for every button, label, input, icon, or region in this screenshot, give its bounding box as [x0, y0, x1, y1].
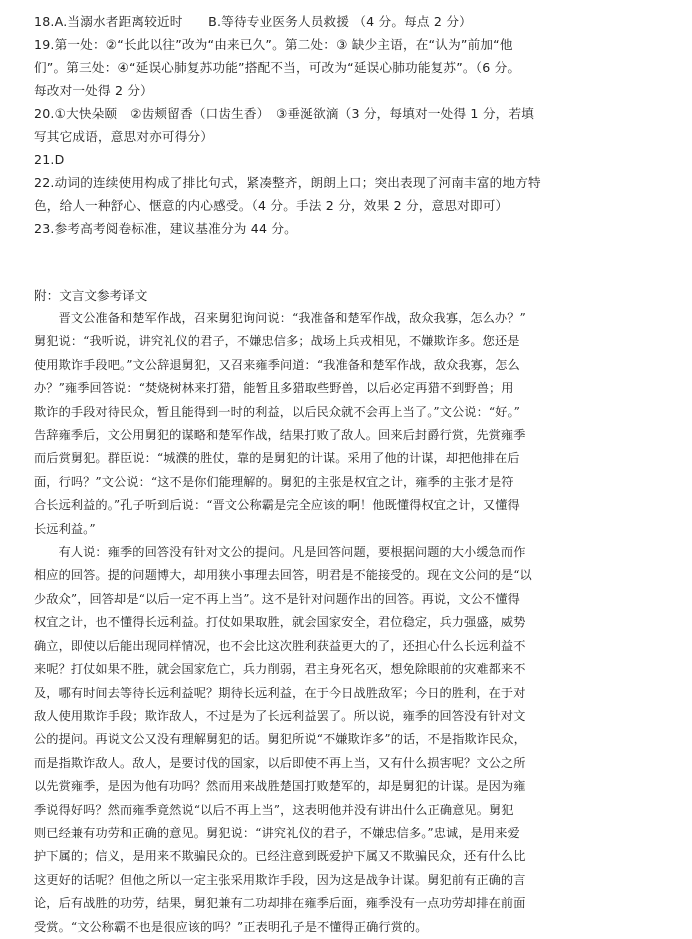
translation-line: 面，行吗？”文公说：“这不是你们能理解的。舅犯的主张是权宜之计，雍季的主张才是符: [34, 474, 514, 489]
translation-line: 权宜之计，也不懂得长远利益。打仗如果取胜，就会国家安全，君位稳定，兵力强盛，威势: [34, 615, 526, 630]
answer-line: 19.第一处：②“长此以往”改为“由来已久”。第二处：③ 缺少主语，在“认为”前加“他: [34, 37, 513, 52]
translation-line: 少敌众”，回答却是“以后一定不再上当”。这不是针对问题作出的回答。再说，文公不懂得: [34, 591, 520, 606]
answer-line: 们”。第三处：④“延误心肺复苏功能”搭配不当，可改为“延误心肺功能复苏”。（6 分。: [34, 60, 521, 75]
appendix-translation: [34, 284, 666, 939]
translation-line: 季说得好吗？然而雍季竟然说“以后不再上当”，这表明他并没有讲出什么正确意见。舅犯: [34, 802, 514, 817]
answer-line: 写其它成语，意思对亦可得分）: [34, 129, 214, 144]
translation-line: 有人说：雍季的回答没有针对文公的提问。凡是回答问题，要根据问题的大小缓急而作: [34, 545, 526, 560]
translation-line: 办？”雍季回答说：“焚烧树林来打猎，能暂且多猎取些野兽，以后必定再猎不到野兽；用: [34, 381, 514, 396]
answer-line: 每改对一处得 2 分）: [34, 83, 153, 98]
answer-line: 20.①大快朵颐 ②齿颊留香（口齿生香） ③垂涎欲滴（3 分，每填对一处得 1 分，若填: [34, 106, 535, 121]
appendix-title: 附：文言文参考译文: [34, 288, 148, 303]
translation-line: 论，后有战胜的功劳，结果，舅犯兼有二功却排在雍季后面，雍季没有一点功劳却排在前面: [34, 896, 526, 911]
answer-line: 色，给人一种舒心、惬意的内心感受。（4 分。手法 2 分，效果 2 分，意思对即可）: [34, 198, 509, 213]
translation-line: 公的提问。再说文公又没有理解舅犯的话。舅犯所说“不嫌欺诈多”的话，不是指欺诈民众，: [34, 732, 526, 747]
translation-line: 而后赏舅犯。群臣说：“城濮的胜仗，靠的是舅犯的计谋。采用了他的计谋，却把他排在后: [34, 451, 520, 466]
translation-line: 使用欺诈手段吧。”文公辞退舅犯，又召来雍季问道：“我准备和楚军作战，敌众我寡，怎么: [34, 357, 520, 372]
translation-line: 欺诈的手段对待民众，暂且能得到一时的利益，以后民众就不会再上当了。”文公说：“好。”: [34, 404, 521, 419]
translation-line: 敌人使用欺诈手段；欺诈敌人，不过是为了长远利益罢了。所以说，雍季的回答没有针对文: [34, 708, 526, 723]
answer-line: 22.动词的连续使用构成了排比句式，紧凑整齐，朗朗上口；突出表现了河南丰富的地方特: [34, 175, 541, 190]
translation-line: 晋文公准备和楚军作战，召来舅犯询问说：“我准备和楚军作战，敌众我寡，怎么办？”: [34, 311, 526, 325]
translation-line: 则已经兼有功劳和正确的意见。舅犯说：“讲究礼仪的君子，不嫌忠信多。”忠诚，是用来爱: [34, 825, 520, 840]
answer-key: [34, 10, 664, 240]
translation-line: 舅犯说：“我听说，讲究礼仪的君子，不嫌忠信多；战场上兵戎相见，不嫌欺诈多。您还是: [34, 334, 520, 349]
translation-line: 护下属的；信义，是用来不欺骗民众的。已经注意到既爱护下属又不欺骗民众，还有什么比: [34, 849, 526, 864]
translation-line: 来呢？打仗如果不胜，就会国家危亡，兵力削弱，君主身死名灭，想免除眼前的灾难都来不: [34, 662, 526, 677]
translation-line: 受赏。“文公称霸不也是很应该的吗？”正表明孔子是不懂得正确行赏的。: [34, 919, 428, 934]
translation-line: 告辞雍季后，文公用舅犯的谋略和楚军作战，结果打败了敌人。回来后封爵行赏，先赏雍季: [34, 428, 526, 443]
translation-line: 而是指欺诈敌人。敌人，是要讨伐的国家，以后即使不再上当，又有什么损害呢？文公之所: [34, 755, 526, 770]
translation-paragraph-2: [34, 541, 666, 939]
translation-line: 确立，即使以后能出现同样情况，也不会比这次胜利获益更大的了，还担心什么长远利益不: [34, 638, 526, 653]
answer-line: 21.D: [34, 152, 65, 167]
answer-line: 18.A.当溺水者距离较近时 B.等待专业医务人员救援 （4 分。每点 2 分）: [34, 14, 472, 29]
translation-line: 合长远利益的。”孔子听到后说：“晋文公称霸是完全应该的啊！他既懂得权宜之计，又懂得: [34, 498, 520, 513]
translation-line: 相应的回答。提的问题博大，却用狭小事理去回答，明君是不能接受的。现在文公问的是“以: [34, 568, 532, 583]
answer-line: 23.参考高考阅卷标准，建议基准分为 44 分。: [34, 221, 297, 236]
translation-line: 长远利益。”: [34, 521, 96, 536]
translation-paragraph-1: [34, 307, 666, 541]
translation-line: 这更好的话呢？但他之所以一定主张采用欺诈手段，因为这是战争计谋。舅犯前有正确的言: [34, 872, 526, 887]
translation-line: 以先赏雍季，是因为他有功吗？然而用来战胜楚国打败楚军的，却是舅犯的计谋。是因为雍: [34, 779, 526, 794]
translation-line: 及，哪有时间去等待长远利益呢？期待长远利益，在于今日战胜敌军；今日的胜利，在于对: [34, 685, 526, 700]
